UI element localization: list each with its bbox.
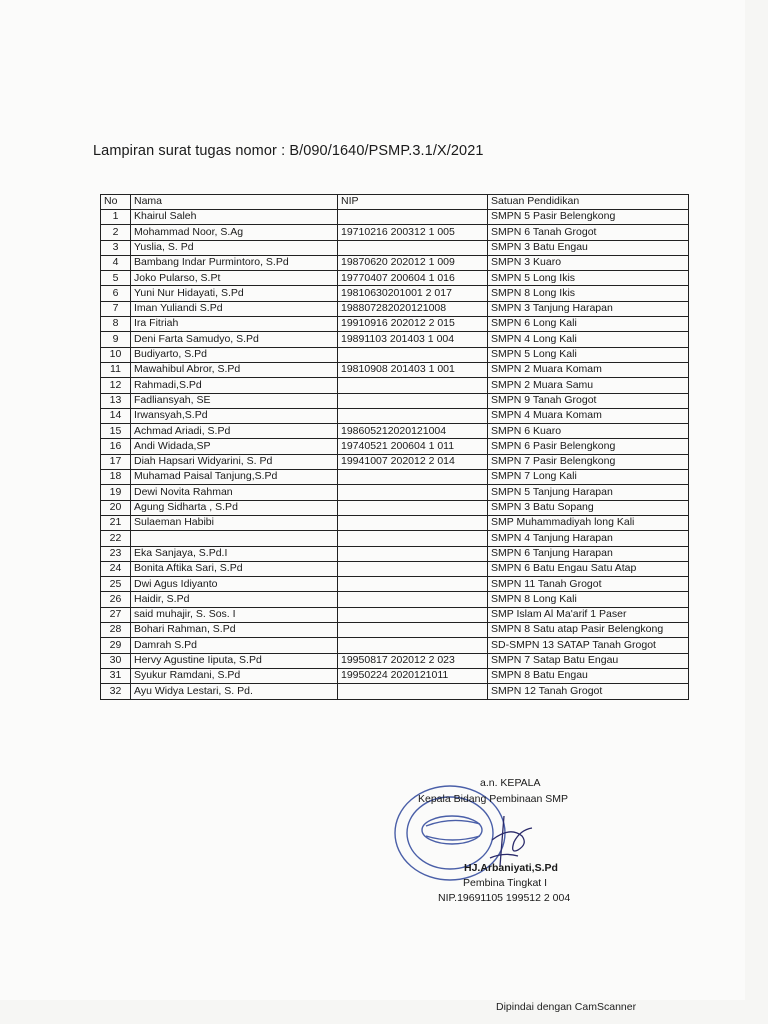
- cell-nip: 19810630201001 2 017: [338, 286, 488, 301]
- table-row: [101, 225, 689, 240]
- cell-no: 29: [101, 638, 131, 653]
- cell-nip: 19770407 200604 1 016: [338, 271, 488, 286]
- cell-satuan: SMPN 4 Muara Komam: [488, 408, 689, 423]
- cell-satuan: SMPN 2 Muara Samu: [488, 378, 689, 393]
- table-row: [101, 684, 689, 699]
- cell-nip: [338, 561, 488, 576]
- cell-no: 6: [101, 286, 131, 301]
- header-nip: NIP: [338, 195, 488, 210]
- cell-satuan: SMPN 3 Kuaro: [488, 255, 689, 270]
- table-row: [101, 653, 689, 668]
- cell-nip: [338, 684, 488, 699]
- cell-nama: Ira Fitriah: [131, 317, 338, 332]
- cell-no: 24: [101, 561, 131, 576]
- table-row: [101, 623, 689, 638]
- signatory-rank: Pembina Tingkat I: [463, 877, 548, 889]
- cell-no: 1: [101, 210, 131, 225]
- cell-nip: 19891103 201403 1 004: [338, 332, 488, 347]
- cell-satuan: SMPN 8 Long Kali: [488, 592, 689, 607]
- table-row: [101, 668, 689, 683]
- cell-nip: 19910916 202012 2 015: [338, 317, 488, 332]
- cell-no: 21: [101, 515, 131, 530]
- table-row: [101, 546, 689, 561]
- signatory-name: HJ.Arbaniyati,S.Pd: [464, 862, 558, 874]
- cell-nama: Joko Pularso, S.Pt: [131, 271, 338, 286]
- cell-satuan: SMPN 5 Long Ikis: [488, 271, 689, 286]
- cell-nama: Yuni Nur Hidayati, S.Pd: [131, 286, 338, 301]
- cell-no: 32: [101, 684, 131, 699]
- cell-satuan: SMPN 5 Tanjung Harapan: [488, 485, 689, 500]
- table-row: [101, 317, 689, 332]
- cell-satuan: SD-SMPN 13 SATAP Tanah Grogot: [488, 638, 689, 653]
- header-nama: Nama: [131, 195, 338, 210]
- table-row: [101, 485, 689, 500]
- table-row: [101, 271, 689, 286]
- table-row: [101, 638, 689, 653]
- table-row: [101, 592, 689, 607]
- cell-nip: 19810908 201403 1 001: [338, 362, 488, 377]
- cell-no: 22: [101, 531, 131, 546]
- cell-satuan: SMPN 8 Batu Engau: [488, 668, 689, 683]
- cell-no: 18: [101, 470, 131, 485]
- table-row: [101, 454, 689, 469]
- cell-nama: Khairul Saleh: [131, 210, 338, 225]
- cell-nama: Irwansyah,S.Pd: [131, 408, 338, 423]
- table-row: [101, 439, 689, 454]
- cell-nip: [338, 623, 488, 638]
- header-satuan-pendidikan: Satuan Pendidikan: [488, 195, 689, 210]
- cell-nama: Damrah S.Pd: [131, 638, 338, 653]
- cell-no: 15: [101, 424, 131, 439]
- cell-no: 10: [101, 347, 131, 362]
- cell-nama: Yuslia, S. Pd: [131, 240, 338, 255]
- table-row: [101, 408, 689, 423]
- cell-nip: [338, 607, 488, 622]
- cell-satuan: SMPN 3 Batu Sopang: [488, 500, 689, 515]
- assignment-table: [100, 194, 689, 700]
- cell-nip: [338, 347, 488, 362]
- cell-no: 8: [101, 317, 131, 332]
- cell-no: 2: [101, 225, 131, 240]
- cell-satuan: SMPN 8 Satu atap Pasir Belengkong: [488, 623, 689, 638]
- table-row: [101, 515, 689, 530]
- cell-nama: said muhajir, S. Sos. I: [131, 607, 338, 622]
- cell-nama: Iman Yuliandi S.Pd: [131, 301, 338, 316]
- cell-satuan: SMPN 7 Long Kali: [488, 470, 689, 485]
- cell-nama: Haidir, S.Pd: [131, 592, 338, 607]
- cell-no: 25: [101, 577, 131, 592]
- table-body: [101, 210, 689, 700]
- cell-nip: 19870620 202012 1 009: [338, 255, 488, 270]
- cell-satuan: SMPN 7 Satap Batu Engau: [488, 653, 689, 668]
- cell-nama: Dewi Novita Rahman: [131, 485, 338, 500]
- cell-no: 9: [101, 332, 131, 347]
- cell-no: 7: [101, 301, 131, 316]
- cell-satuan: SMPN 8 Long Ikis: [488, 286, 689, 301]
- cell-nama: Sulaeman Habibi: [131, 515, 338, 530]
- cell-no: 28: [101, 623, 131, 638]
- cell-nip: [338, 577, 488, 592]
- cell-nip: [338, 240, 488, 255]
- cell-satuan: SMPN 12 Tanah Grogot: [488, 684, 689, 699]
- cell-nip: [338, 210, 488, 225]
- cell-nip: 198605212020121004: [338, 424, 488, 439]
- cell-no: 5: [101, 271, 131, 286]
- table-row: [101, 470, 689, 485]
- cell-no: 13: [101, 393, 131, 408]
- cell-nip: [338, 470, 488, 485]
- cell-no: 30: [101, 653, 131, 668]
- cell-nama: Dwi Agus Idiyanto: [131, 577, 338, 592]
- cell-no: 17: [101, 454, 131, 469]
- cell-satuan: SMPN 11 Tanah Grogot: [488, 577, 689, 592]
- table-row: [101, 607, 689, 622]
- table-row: [101, 393, 689, 408]
- cell-no: 23: [101, 546, 131, 561]
- cell-nama: Bonita Aftika Sari, S.Pd: [131, 561, 338, 576]
- cell-nama: Andi Widada,SP: [131, 439, 338, 454]
- cell-nip: 198807282020121008: [338, 301, 488, 316]
- signature-line-2: Kepala Bidang Pembinaan SMP: [418, 793, 569, 805]
- table-row: [101, 240, 689, 255]
- cell-satuan: SMPN 6 Long Kali: [488, 317, 689, 332]
- table-header-row: [101, 195, 689, 210]
- cell-nama: Fadliansyah, SE: [131, 393, 338, 408]
- cell-nip: [338, 393, 488, 408]
- cell-satuan: SMPN 9 Tanah Grogot: [488, 393, 689, 408]
- table-row: [101, 531, 689, 546]
- cell-nama: Rahmadi,S.Pd: [131, 378, 338, 393]
- cell-satuan: SMPN 7 Pasir Belengkong: [488, 454, 689, 469]
- header-no: No: [101, 195, 131, 210]
- cell-no: 26: [101, 592, 131, 607]
- table-row: [101, 424, 689, 439]
- cell-no: 14: [101, 408, 131, 423]
- cell-no: 27: [101, 607, 131, 622]
- cell-no: 16: [101, 439, 131, 454]
- cell-nama: Achmad Ariadi, S.Pd: [131, 424, 338, 439]
- signatory-nip: NIP.19691105 199512 2 004: [438, 892, 571, 904]
- cell-nip: [338, 592, 488, 607]
- cell-nip: [338, 408, 488, 423]
- table-row: [101, 347, 689, 362]
- cell-nama: Bambang Indar Purmintoro, S.Pd: [131, 255, 338, 270]
- table-row: [101, 500, 689, 515]
- cell-nama: Muhamad Paisal Tanjung,S.Pd: [131, 470, 338, 485]
- document-title: Lampiran surat tugas nomor : B/090/1640/PSMP.3.1/X/2021: [93, 143, 484, 159]
- table-row: [101, 301, 689, 316]
- cell-nama: Mawahibul Abror, S.Pd: [131, 362, 338, 377]
- cell-no: 20: [101, 500, 131, 515]
- cell-nama: Bohari Rahman, S.Pd: [131, 623, 338, 638]
- cell-nip: [338, 546, 488, 561]
- cell-nama: Eka Sanjaya, S.Pd.I: [131, 546, 338, 561]
- cell-nip: 19941007 202012 2 014: [338, 454, 488, 469]
- cell-nip: [338, 515, 488, 530]
- cell-nama: Syukur Ramdani, S.Pd: [131, 668, 338, 683]
- cell-nama: Ayu Widya Lestari, S. Pd.: [131, 684, 338, 699]
- table-row: [101, 378, 689, 393]
- cell-nama: Deni Farta Samudyo, S.Pd: [131, 332, 338, 347]
- cell-satuan: SMPN 5 Pasir Belengkong: [488, 210, 689, 225]
- table-row: [101, 255, 689, 270]
- cell-nama: Agung Sidharta , S.Pd: [131, 500, 338, 515]
- table-row: [101, 362, 689, 377]
- cell-nip: 19710216 200312 1 005: [338, 225, 488, 240]
- cell-nip: [338, 531, 488, 546]
- cell-satuan: SMPN 4 Long Kali: [488, 332, 689, 347]
- cell-satuan: SMPN 6 Batu Engau Satu Atap: [488, 561, 689, 576]
- cell-nip: [338, 485, 488, 500]
- cell-nama: Diah Hapsari Widyarini, S. Pd: [131, 454, 338, 469]
- cell-no: 4: [101, 255, 131, 270]
- cell-nama: Hervy Agustine Iiputa, S.Pd: [131, 653, 338, 668]
- cell-satuan: SMPN 6 Tanjung Harapan: [488, 546, 689, 561]
- cell-satuan: SMPN 6 Tanah Grogot: [488, 225, 689, 240]
- cell-nip: 19950224 2020121011: [338, 668, 488, 683]
- cell-nip: [338, 378, 488, 393]
- cell-nip: 19950817 202012 2 023: [338, 653, 488, 668]
- cell-satuan: SMP Muhammadiyah long Kali: [488, 515, 689, 530]
- cell-nip: [338, 500, 488, 515]
- table-row: [101, 210, 689, 225]
- table-row: [101, 561, 689, 576]
- scanner-footer: Dipindai dengan CamScanner: [496, 1001, 637, 1013]
- table-row: [101, 286, 689, 301]
- cell-nama: Mohammad Noor, S.Ag: [131, 225, 338, 240]
- cell-no: 12: [101, 378, 131, 393]
- cell-satuan: SMPN 6 Pasir Belengkong: [488, 439, 689, 454]
- cell-satuan: SMP Islam Al Ma'arif 1 Paser: [488, 607, 689, 622]
- cell-satuan: SMPN 6 Kuaro: [488, 424, 689, 439]
- cell-satuan: SMPN 3 Tanjung Harapan: [488, 301, 689, 316]
- cell-no: 3: [101, 240, 131, 255]
- cell-nama: [131, 531, 338, 546]
- cell-satuan: SMPN 3 Batu Engau: [488, 240, 689, 255]
- cell-nip: 19740521 200604 1 011: [338, 439, 488, 454]
- signature-line-1: a.n. KEPALA: [480, 777, 541, 789]
- cell-nama: Budiyarto, S.Pd: [131, 347, 338, 362]
- cell-satuan: SMPN 4 Tanjung Harapan: [488, 531, 689, 546]
- table-row: [101, 332, 689, 347]
- cell-satuan: SMPN 2 Muara Komam: [488, 362, 689, 377]
- cell-satuan: SMPN 5 Long Kali: [488, 347, 689, 362]
- cell-no: 11: [101, 362, 131, 377]
- cell-nip: [338, 638, 488, 653]
- cell-no: 19: [101, 485, 131, 500]
- table-row: [101, 577, 689, 592]
- cell-no: 31: [101, 668, 131, 683]
